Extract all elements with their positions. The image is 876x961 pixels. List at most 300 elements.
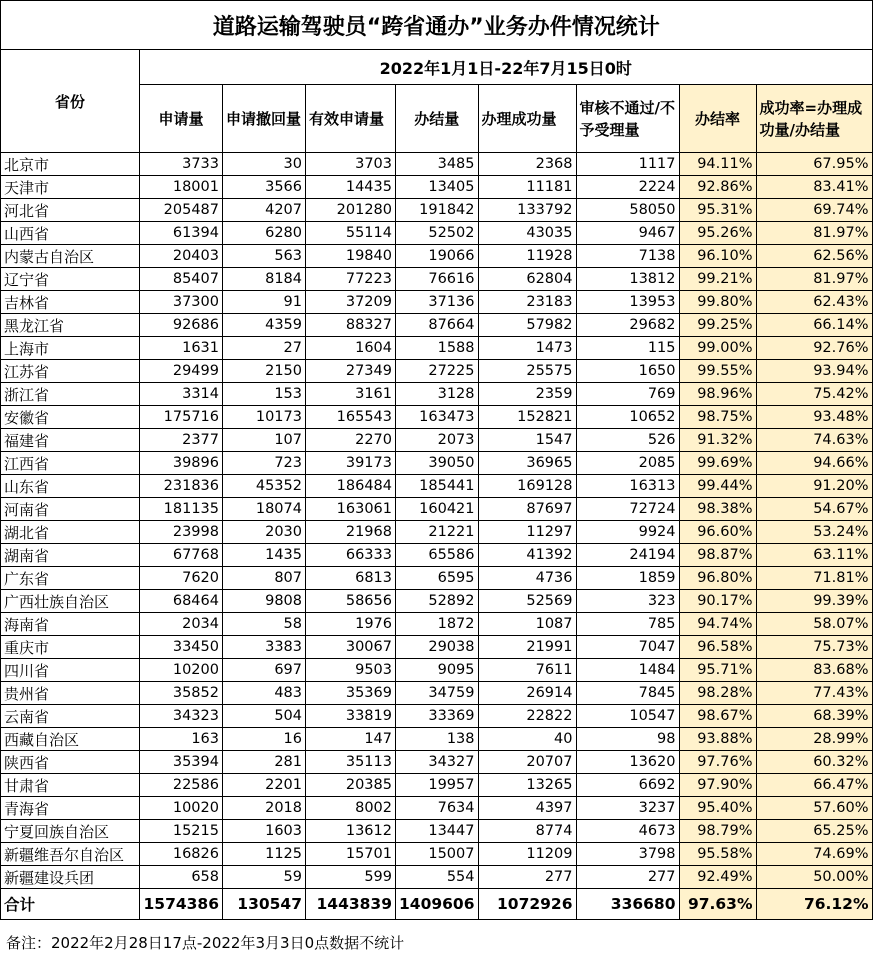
successful-cell: 41392 [478,544,576,567]
applications-cell: 22586 [140,774,223,797]
withdrawn-cell: 2018 [223,797,306,820]
successful-cell: 1087 [478,613,576,636]
completed-cell: 29038 [396,636,479,659]
withdrawn-cell: 4359 [223,314,306,337]
rejected-cell: 2224 [576,176,679,199]
rejected-cell: 3237 [576,797,679,820]
success-rate-cell: 75.42% [756,383,872,406]
province-cell: 广东省 [1,567,140,590]
rejected-cell: 785 [576,613,679,636]
applications-cell: 205487 [140,199,223,222]
rejected-cell: 4673 [576,820,679,843]
withdrawn-cell: 153 [223,383,306,406]
applications-cell: 29499 [140,360,223,383]
withdrawn-cell: 563 [223,245,306,268]
valid-cell: 599 [306,866,396,889]
rejected-cell: 7845 [576,682,679,705]
withdrawn-cell: 723 [223,452,306,475]
province-cell: 上海市 [1,337,140,360]
applications-cell: 37300 [140,291,223,314]
applications-cell: 85407 [140,268,223,291]
withdrawn-cell: 6280 [223,222,306,245]
withdrawn-cell: 9808 [223,590,306,613]
valid-cell: 20385 [306,774,396,797]
table-row [1,383,873,406]
province-cell: 北京市 [1,153,140,176]
valid-cell: 37209 [306,291,396,314]
completion-rate-cell: 97.76% [679,751,756,774]
completed-cell: 7634 [396,797,479,820]
rejected-cell: 6692 [576,774,679,797]
success-rate-cell: 93.94% [756,360,872,383]
province-cell: 四川省 [1,659,140,682]
rejected-cell: 9467 [576,222,679,245]
successful-cell: 62804 [478,268,576,291]
completion-rate-cell: 95.26% [679,222,756,245]
completion-rate-cell: 95.31% [679,199,756,222]
province-cell: 海南省 [1,613,140,636]
success-rate-cell: 67.95% [756,153,872,176]
table-row [1,360,873,383]
valid-cell: 39173 [306,452,396,475]
province-cell: 湖南省 [1,544,140,567]
total-completion-rate: 97.63% [679,889,756,920]
header-rejected: 审核不通过/不予受理量 [576,85,679,153]
success-rate-cell: 57.60% [756,797,872,820]
table-row [1,176,873,199]
successful-cell: 11297 [478,521,576,544]
successful-cell: 87697 [478,498,576,521]
table-row [1,820,873,843]
withdrawn-cell: 1125 [223,843,306,866]
valid-cell: 14435 [306,176,396,199]
rejected-cell: 9924 [576,521,679,544]
province-cell: 新疆维吾尔自治区 [1,843,140,866]
applications-cell: 39896 [140,452,223,475]
applications-cell: 35852 [140,682,223,705]
completed-cell: 1588 [396,337,479,360]
total-rejected: 336680 [576,889,679,920]
success-rate-cell: 28.99% [756,728,872,751]
success-rate-cell: 71.81% [756,567,872,590]
valid-cell: 55114 [306,222,396,245]
completion-rate-cell: 97.90% [679,774,756,797]
applications-cell: 35394 [140,751,223,774]
successful-cell: 4397 [478,797,576,820]
withdrawn-cell: 18074 [223,498,306,521]
success-rate-cell: 83.68% [756,659,872,682]
valid-cell: 163061 [306,498,396,521]
province-cell: 河南省 [1,498,140,521]
applications-cell: 92686 [140,314,223,337]
table-row [1,797,873,820]
successful-cell: 11209 [478,843,576,866]
completed-cell: 163473 [396,406,479,429]
completed-cell: 19066 [396,245,479,268]
successful-cell: 7611 [478,659,576,682]
completion-rate-cell: 98.75% [679,406,756,429]
success-rate-cell: 83.41% [756,176,872,199]
applications-cell: 23998 [140,521,223,544]
rejected-cell: 3798 [576,843,679,866]
successful-cell: 21991 [478,636,576,659]
completed-cell: 21221 [396,521,479,544]
completed-cell: 554 [396,866,479,889]
rejected-cell: 98 [576,728,679,751]
successful-cell: 2368 [478,153,576,176]
total-success-rate: 76.12% [756,889,872,920]
completion-rate-cell: 95.58% [679,843,756,866]
completion-rate-cell: 95.71% [679,659,756,682]
completed-cell: 39050 [396,452,479,475]
withdrawn-cell: 807 [223,567,306,590]
province-cell: 浙江省 [1,383,140,406]
successful-cell: 4736 [478,567,576,590]
table-row [1,774,873,797]
province-cell: 内蒙古自治区 [1,245,140,268]
header-completed: 办结量 [396,85,479,153]
applications-cell: 18001 [140,176,223,199]
successful-cell: 152821 [478,406,576,429]
header-completion-rate: 办结率 [679,85,756,153]
successful-cell: 57982 [478,314,576,337]
completed-cell: 52892 [396,590,479,613]
completed-cell: 34759 [396,682,479,705]
applications-cell: 658 [140,866,223,889]
success-rate-cell: 93.48% [756,406,872,429]
successful-cell: 8774 [478,820,576,843]
success-rate-cell: 75.73% [756,636,872,659]
table-row [1,567,873,590]
successful-cell: 277 [478,866,576,889]
success-rate-cell: 99.39% [756,590,872,613]
total-withdrawn: 130547 [223,889,306,920]
header-applications: 申请量 [140,85,223,153]
table-row [1,291,873,314]
completed-cell: 27225 [396,360,479,383]
withdrawn-cell: 107 [223,429,306,452]
valid-cell: 21968 [306,521,396,544]
province-cell: 河北省 [1,199,140,222]
total-row [1,889,873,920]
rejected-cell: 13953 [576,291,679,314]
withdrawn-cell: 59 [223,866,306,889]
period-label: 2022年1月1日-22年7月15日0时 [140,50,873,85]
rejected-cell: 1859 [576,567,679,590]
successful-cell: 36965 [478,452,576,475]
success-rate-cell: 58.07% [756,613,872,636]
completed-cell: 33369 [396,705,479,728]
success-rate-cell: 81.97% [756,222,872,245]
successful-cell: 20707 [478,751,576,774]
withdrawn-cell: 2201 [223,774,306,797]
success-rate-cell: 54.67% [756,498,872,521]
province-cell: 辽宁省 [1,268,140,291]
completion-rate-cell: 98.96% [679,383,756,406]
rejected-cell: 10652 [576,406,679,429]
rejected-cell: 277 [576,866,679,889]
completed-cell: 185441 [396,475,479,498]
table-row [1,659,873,682]
header-province: 省份 [1,50,140,153]
valid-cell: 165543 [306,406,396,429]
valid-cell: 35113 [306,751,396,774]
success-rate-cell: 74.63% [756,429,872,452]
success-rate-cell: 68.39% [756,705,872,728]
successful-cell: 133792 [478,199,576,222]
completed-cell: 65586 [396,544,479,567]
rejected-cell: 115 [576,337,679,360]
rejected-cell: 72724 [576,498,679,521]
rejected-cell: 769 [576,383,679,406]
success-rate-cell: 62.56% [756,245,872,268]
table-row [1,590,873,613]
success-rate-cell: 62.43% [756,291,872,314]
completed-cell: 37136 [396,291,479,314]
province-cell: 山东省 [1,475,140,498]
withdrawn-cell: 2030 [223,521,306,544]
success-rate-cell: 74.69% [756,843,872,866]
table-row [1,636,873,659]
total-valid: 1443839 [306,889,396,920]
rejected-cell: 1650 [576,360,679,383]
successful-cell: 22822 [478,705,576,728]
applications-cell: 68464 [140,590,223,613]
table-row [1,544,873,567]
success-rate-cell: 92.76% [756,337,872,360]
rejected-cell: 10547 [576,705,679,728]
completion-rate-cell: 99.21% [679,268,756,291]
table-row [1,682,873,705]
withdrawn-cell: 91 [223,291,306,314]
province-cell: 陕西省 [1,751,140,774]
table-row [1,314,873,337]
completion-rate-cell: 92.49% [679,866,756,889]
valid-cell: 186484 [306,475,396,498]
successful-cell: 13265 [478,774,576,797]
table-row [1,222,873,245]
valid-cell: 2270 [306,429,396,452]
completed-cell: 3128 [396,383,479,406]
valid-cell: 1976 [306,613,396,636]
province-cell: 西藏自治区 [1,728,140,751]
province-cell: 新疆建设兵团 [1,866,140,889]
valid-cell: 8002 [306,797,396,820]
valid-cell: 27349 [306,360,396,383]
completed-cell: 138 [396,728,479,751]
total-label: 合计 [1,889,140,920]
header-success-rate: 成功率=办理成功量/办结量 [756,85,872,153]
rejected-cell: 323 [576,590,679,613]
completion-rate-cell: 91.32% [679,429,756,452]
withdrawn-cell: 45352 [223,475,306,498]
successful-cell: 25575 [478,360,576,383]
table-row [1,705,873,728]
completion-rate-cell: 98.87% [679,544,756,567]
withdrawn-cell: 30 [223,153,306,176]
valid-cell: 19840 [306,245,396,268]
rejected-cell: 58050 [576,199,679,222]
success-rate-cell: 69.74% [756,199,872,222]
table-row [1,498,873,521]
rejected-cell: 13620 [576,751,679,774]
table-row [1,429,873,452]
valid-cell: 1604 [306,337,396,360]
completed-cell: 6595 [396,567,479,590]
valid-cell: 3161 [306,383,396,406]
province-cell: 黑龙江省 [1,314,140,337]
province-cell: 安徽省 [1,406,140,429]
completed-cell: 3485 [396,153,479,176]
successful-cell: 43035 [478,222,576,245]
successful-cell: 52569 [478,590,576,613]
success-rate-cell: 66.47% [756,774,872,797]
applications-cell: 181135 [140,498,223,521]
applications-cell: 34323 [140,705,223,728]
applications-cell: 16826 [140,843,223,866]
success-rate-cell: 77.43% [756,682,872,705]
completion-rate-cell: 99.55% [679,360,756,383]
header-withdrawn: 申请撤回量 [223,85,306,153]
footnote: 备注：2022年2月28日17点-2022年3月3日0点数据不统计 [6,934,405,952]
applications-cell: 33450 [140,636,223,659]
province-cell: 天津市 [1,176,140,199]
completion-rate-cell: 99.25% [679,314,756,337]
applications-cell: 3314 [140,383,223,406]
province-cell: 重庆市 [1,636,140,659]
success-rate-cell: 53.24% [756,521,872,544]
table-row [1,199,873,222]
completed-cell: 160421 [396,498,479,521]
completion-rate-cell: 93.88% [679,728,756,751]
completion-rate-cell: 99.69% [679,452,756,475]
withdrawn-cell: 281 [223,751,306,774]
successful-cell: 11928 [478,245,576,268]
withdrawn-cell: 4207 [223,199,306,222]
completed-cell: 191842 [396,199,479,222]
table-row [1,613,873,636]
successful-cell: 23183 [478,291,576,314]
applications-cell: 10200 [140,659,223,682]
valid-cell: 13612 [306,820,396,843]
completed-cell: 13447 [396,820,479,843]
valid-cell: 58656 [306,590,396,613]
completed-cell: 87664 [396,314,479,337]
completion-rate-cell: 92.86% [679,176,756,199]
total-completed: 1409606 [396,889,479,920]
success-rate-cell: 50.00% [756,866,872,889]
successful-cell: 2359 [478,383,576,406]
success-rate-cell: 60.32% [756,751,872,774]
completed-cell: 2073 [396,429,479,452]
withdrawn-cell: 1435 [223,544,306,567]
province-cell: 福建省 [1,429,140,452]
applications-cell: 10020 [140,797,223,820]
total-successful: 1072926 [478,889,576,920]
completed-cell: 15007 [396,843,479,866]
table-title: 道路运输驾驶员“跨省通办”业务办件情况统计 [1,1,873,50]
completion-rate-cell: 90.17% [679,590,756,613]
table-row [1,337,873,360]
valid-cell: 66333 [306,544,396,567]
completion-rate-cell: 99.00% [679,337,756,360]
table-row [1,866,873,889]
valid-cell: 30067 [306,636,396,659]
withdrawn-cell: 697 [223,659,306,682]
valid-cell: 6813 [306,567,396,590]
applications-cell: 231836 [140,475,223,498]
completion-rate-cell: 96.60% [679,521,756,544]
completion-rate-cell: 98.67% [679,705,756,728]
province-cell: 云南省 [1,705,140,728]
successful-cell: 11181 [478,176,576,199]
table-row [1,475,873,498]
applications-cell: 2377 [140,429,223,452]
rejected-cell: 1117 [576,153,679,176]
valid-cell: 35369 [306,682,396,705]
completed-cell: 1872 [396,613,479,636]
completion-rate-cell: 98.79% [679,820,756,843]
successful-cell: 40 [478,728,576,751]
province-cell: 贵州省 [1,682,140,705]
valid-cell: 33819 [306,705,396,728]
withdrawn-cell: 3566 [223,176,306,199]
completed-cell: 76616 [396,268,479,291]
province-cell: 青海省 [1,797,140,820]
completion-rate-cell: 99.80% [679,291,756,314]
withdrawn-cell: 483 [223,682,306,705]
withdrawn-cell: 3383 [223,636,306,659]
completion-rate-cell: 98.38% [679,498,756,521]
total-applications: 1574386 [140,889,223,920]
applications-cell: 175716 [140,406,223,429]
rejected-cell: 13812 [576,268,679,291]
applications-cell: 1631 [140,337,223,360]
completion-rate-cell: 94.74% [679,613,756,636]
completion-rate-cell: 98.28% [679,682,756,705]
success-rate-cell: 63.11% [756,544,872,567]
header-valid: 有效申请量 [306,85,396,153]
valid-cell: 147 [306,728,396,751]
successful-cell: 1473 [478,337,576,360]
province-cell: 山西省 [1,222,140,245]
withdrawn-cell: 1603 [223,820,306,843]
rejected-cell: 1484 [576,659,679,682]
province-cell: 宁夏回族自治区 [1,820,140,843]
rejected-cell: 29682 [576,314,679,337]
withdrawn-cell: 2150 [223,360,306,383]
province-cell: 吉林省 [1,291,140,314]
success-rate-cell: 94.66% [756,452,872,475]
table-row [1,843,873,866]
valid-cell: 9503 [306,659,396,682]
province-cell: 广西壮族自治区 [1,590,140,613]
rejected-cell: 7138 [576,245,679,268]
successful-cell: 1547 [478,429,576,452]
rejected-cell: 2085 [576,452,679,475]
completed-cell: 34327 [396,751,479,774]
successful-cell: 26914 [478,682,576,705]
applications-cell: 2034 [140,613,223,636]
completed-cell: 13405 [396,176,479,199]
header-successful: 办理成功量 [478,85,576,153]
completion-rate-cell: 96.58% [679,636,756,659]
applications-cell: 3733 [140,153,223,176]
withdrawn-cell: 10173 [223,406,306,429]
valid-cell: 88327 [306,314,396,337]
completed-cell: 19957 [396,774,479,797]
success-rate-cell: 65.25% [756,820,872,843]
